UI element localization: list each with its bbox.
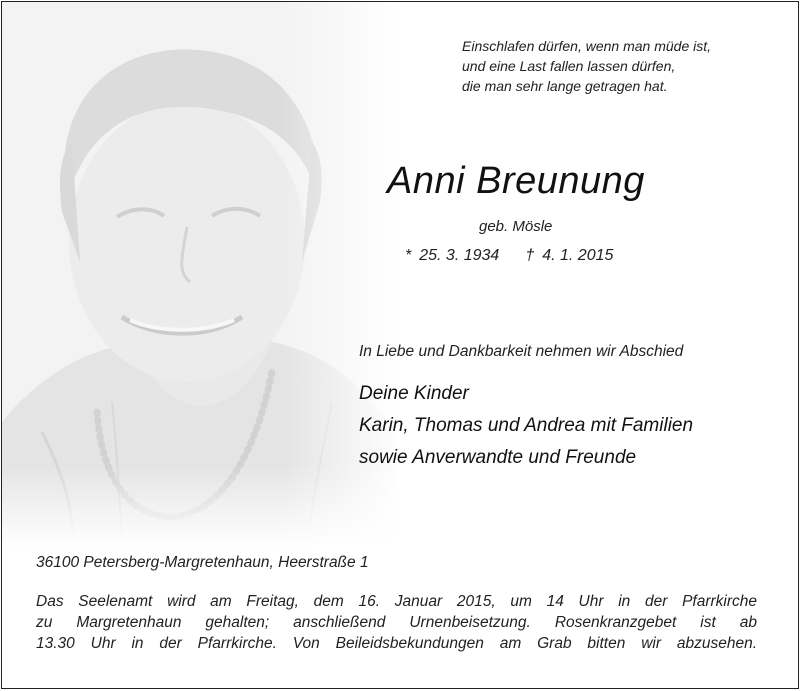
portrait-photo xyxy=(2,2,402,547)
family-line: Deine Kinder xyxy=(359,383,469,404)
quote-line: und eine Last fallen lassen dürfen, xyxy=(462,58,676,74)
quote-line: die man sehr lange getragen hat. xyxy=(462,78,668,94)
farewell-line: In Liebe und Dankbarkeit nehmen wir Abschied xyxy=(359,343,684,360)
family-line: Karin, Thomas und Andrea mit Familien xyxy=(359,415,694,436)
announcement-block xyxy=(36,591,757,654)
announcement-line: 13.30 Uhr in der Pfarrkirche. Von Beileidsbekundungen am Grab bitten wir abzusehen. xyxy=(36,635,757,652)
birth-symbol: * xyxy=(405,247,412,264)
quote-line: Einschlafen dürfen, wenn man müde ist, xyxy=(462,38,712,54)
obituary-notice xyxy=(1,1,799,689)
life-dates xyxy=(405,247,613,265)
address-line: 36100 Petersberg-Margretenhaun, Heerstraße 1 xyxy=(36,554,369,571)
announcement-line: zu Margretenhaun gehalten; anschließend Urnenbeisetzung. Rosenkranzgebet ist ab xyxy=(36,614,757,631)
announcement-line: Das Seelenamt wird am Freitag, dem 16. Januar 2015, um 14 Uhr in der Pfarrkirche xyxy=(36,593,757,610)
maiden-name: geb. Mösle xyxy=(479,218,553,235)
death-date: 4. 1. 2015 xyxy=(542,247,614,264)
portrait-image xyxy=(2,2,402,547)
birth-date: 25. 3. 1934 xyxy=(419,247,500,264)
family-line: sowie Anverwandte und Freunde xyxy=(359,447,637,468)
quote-block xyxy=(462,36,711,96)
family-block xyxy=(359,378,693,474)
deceased-name: Anni Breunung xyxy=(387,160,645,202)
death-symbol: † xyxy=(525,247,535,264)
